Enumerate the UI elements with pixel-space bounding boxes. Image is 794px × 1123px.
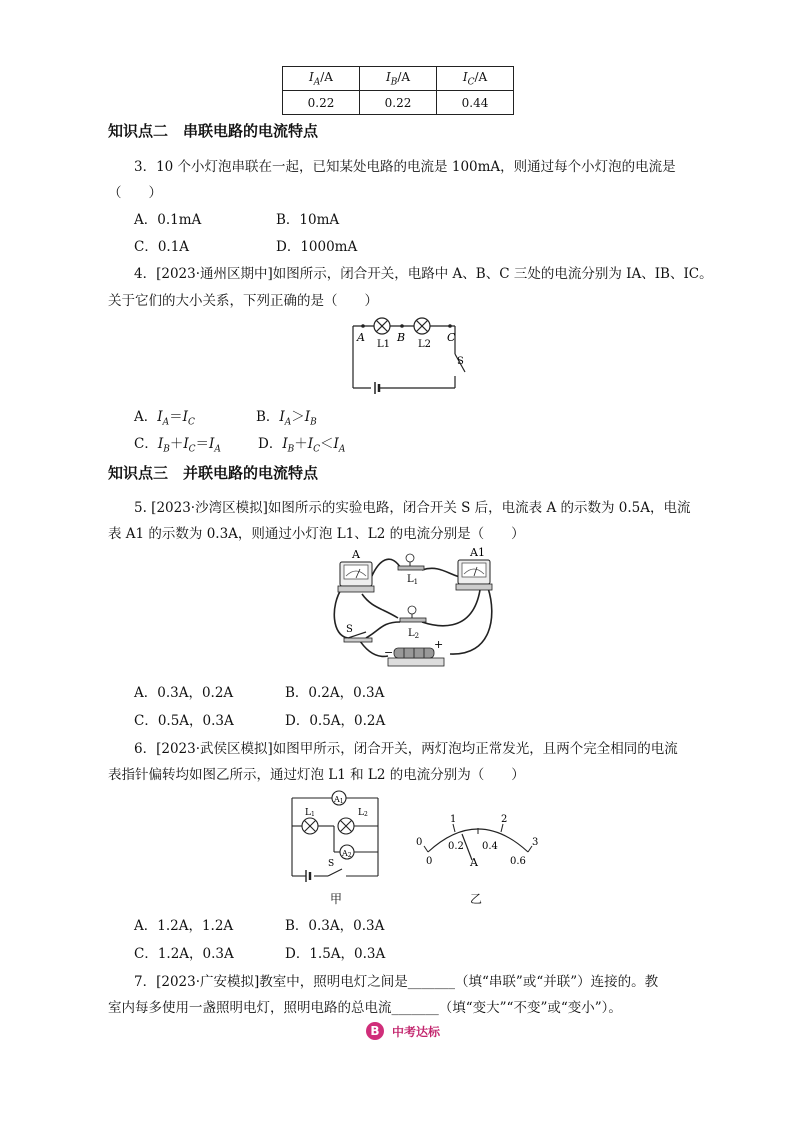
- scale-lower-2: 0.4: [482, 841, 498, 852]
- question-6-text: 6．[2023·武侯区模拟]如图甲所示，闭合开关，两灯泡均正常发光，且两个完全相同的电流: [134, 741, 678, 757]
- circuit-diagram-jia: [284, 786, 392, 886]
- table-cell: 0.44: [437, 91, 514, 115]
- q4-option-a[interactable]: A．$I_A=I_C$: [134, 409, 195, 428]
- q6-option-b[interactable]: B．0.3A，0.3A: [285, 918, 385, 934]
- table-header-cell: $I_C/A$: [437, 67, 514, 91]
- figure-caption-yi: 乙: [470, 892, 483, 906]
- table-row: [283, 91, 514, 115]
- q5-option-c[interactable]: C．0.5A，0.3A: [134, 713, 234, 729]
- lamp-l1-icon: [398, 554, 424, 570]
- switch-label: S: [346, 624, 353, 635]
- q6-option-a[interactable]: A．1.2A，1.2A: [134, 918, 234, 934]
- svg-text:A2: A2: [342, 849, 352, 859]
- l1-label: L1: [305, 808, 315, 818]
- table-header-row: [283, 67, 514, 91]
- ammeter-a1-label: A1: [470, 546, 485, 559]
- ammeter-scale-yi: [410, 812, 546, 870]
- q4-option-b[interactable]: B．$I_A>I_B$: [256, 409, 317, 428]
- q5-option-d[interactable]: D．0.5A，0.2A: [285, 713, 386, 729]
- point-b-label: B: [397, 331, 406, 344]
- scale-upper-2: 2: [501, 814, 508, 825]
- question-6-text-2: 表指针偏转均如图乙所示，通过灯泡 L1 和 L2 的电流分别为（ ）: [108, 767, 525, 783]
- footer-badge: [366, 1022, 440, 1040]
- ammeter-a-label: A: [352, 548, 360, 561]
- l2-label: $L_2$: [408, 628, 420, 640]
- scale-lower-0: 0: [426, 856, 433, 867]
- switch-label: S: [457, 356, 464, 367]
- lamp-l2-icon: [338, 818, 354, 834]
- question-7-text: 7．[2023·广安模拟]教室中，照明电灯之间是_______（填“串联”或“并联”）连接的。教: [134, 974, 659, 990]
- footer-label: 中考达标: [392, 1024, 441, 1039]
- table-header-cell: $I_B/A$: [360, 67, 437, 91]
- table-cell: 0.22: [283, 91, 360, 115]
- lamp-l2-icon: [414, 318, 430, 334]
- lamp-l1-icon: [302, 818, 318, 834]
- scale-lower-1: 0.2: [448, 841, 464, 852]
- figure-caption-jia: 甲: [330, 892, 343, 906]
- scale-upper-1: 1: [450, 814, 457, 825]
- switch-label: S: [328, 859, 335, 869]
- ammeter-a2-icon: [340, 845, 354, 859]
- series-circuit-diagram: [345, 312, 480, 394]
- l2-label: L2: [418, 339, 432, 350]
- table-cell: 0.22: [360, 91, 437, 115]
- q3-option-c[interactable]: C．0.1A: [134, 239, 190, 255]
- meter-unit-label: A: [470, 856, 478, 869]
- q3-option-d[interactable]: D．1000mA: [276, 239, 358, 255]
- lamp-l1-icon: [374, 318, 390, 334]
- parallel-circuit-photo-diagram: [322, 546, 502, 674]
- ammeter-a-icon: [338, 562, 374, 592]
- scale-lower-3: 0.6: [510, 856, 526, 867]
- q6-option-c[interactable]: C．1.2A，0.3A: [134, 946, 234, 962]
- l1-label: $L_1$: [407, 574, 419, 586]
- table-header-cell: $I_A/A$: [283, 67, 360, 91]
- point-c-label: C: [447, 331, 456, 344]
- question-3-paren: （ ）: [108, 185, 162, 201]
- question-7-text-2: 室内每多使用一盏照明电灯，照明电路的总电流_______（填“变大”“不变”或“变小”）。: [108, 1000, 622, 1016]
- scale-upper-0: 0: [416, 837, 423, 848]
- l1-label: L1: [377, 339, 391, 350]
- svg-text:A1: A1: [334, 795, 344, 805]
- section-title: 知识点二 串联电路的电流特点: [108, 122, 319, 140]
- battery-positive-label: +: [434, 638, 444, 651]
- q6-option-d[interactable]: D．1.5A，0.3A: [285, 946, 386, 962]
- ammeter-a1-icon: [456, 560, 492, 590]
- point-a-label: A: [357, 331, 365, 344]
- ammeter-a1-icon: [332, 791, 346, 805]
- question-5-text: 5. [2023·沙湾区模拟]如图所示的实验电路，闭合开关 S 后，电流表 A 的示数为 0.5A，电流: [134, 500, 691, 516]
- q3-option-b[interactable]: B．10mA: [276, 212, 340, 228]
- l2-label: L2: [358, 808, 368, 818]
- question-5-text-2: 表 A1 的示数为 0.3A，则通过小灯泡 L1、L2 的电流分别是（ ）: [108, 526, 525, 542]
- question-4-text: 4．[2023·通州区期中]如图所示，闭合开关，电路中 A、B、C 三处的电流分别为 IA、IB、IC。: [134, 266, 713, 282]
- lamp-l2-icon: [400, 606, 426, 622]
- section-title: 知识点三 并联电路的电流特点: [108, 464, 319, 482]
- q5-option-a[interactable]: A．0.3A，0.2A: [134, 685, 234, 701]
- q4-option-c[interactable]: C．$I_B+I_C=I_A$: [134, 436, 221, 455]
- q5-option-b[interactable]: B．0.2A，0.3A: [285, 685, 385, 701]
- badge-b-icon: B: [366, 1022, 384, 1040]
- q3-option-a[interactable]: A．0.1mA: [134, 212, 202, 228]
- current-data-table: [282, 66, 514, 115]
- question-3-text: 3．10 个小灯泡串联在一起，已知某处电路的电流是 100mA，则通过每个小灯泡的电流是: [134, 159, 676, 175]
- battery-negative-label: −: [384, 646, 394, 659]
- q4-option-d[interactable]: D．$I_B+I_C<I_A$: [258, 436, 346, 455]
- scale-upper-3: 3: [532, 837, 539, 848]
- question-4-text-2: 关于它们的大小关系，下列正确的是（ ）: [108, 293, 378, 309]
